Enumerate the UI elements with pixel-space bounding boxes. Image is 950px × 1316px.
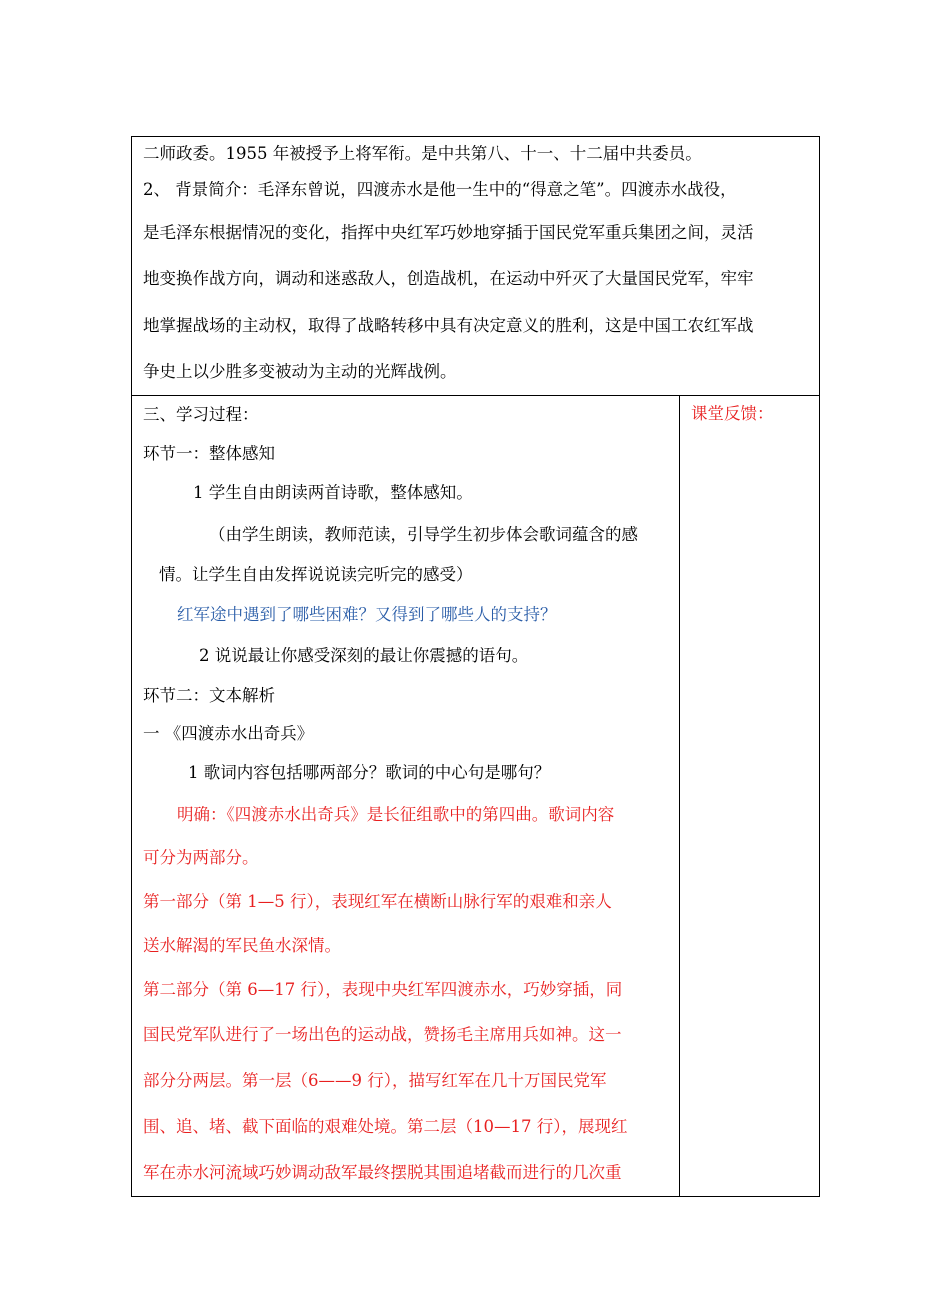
answer-line: 第二部分（第 6—17 行），表现中央红军四渡赤水，巧妙穿插，同 (143, 980, 623, 999)
answer-line: 军在赤水河流域巧妙调动敌军最终摆脱其围追堵截而进行的几次重 (143, 1163, 622, 1182)
answer-line: 明确：《四渡赤水出奇兵》是长征组歌中的第四曲。歌词内容 (177, 805, 615, 824)
answer-line: 第一部分（第 1—5 行），表现红军在横断山脉行军的艰难和亲人 (143, 892, 612, 911)
feedback-title: 课堂反馈： (691, 404, 774, 423)
section-one-title: 一 《四渡赤水出奇兵》 (143, 724, 314, 743)
answer-line: 送水解渴的军民鱼水深情。 (143, 936, 341, 955)
lesson-plan-table (131, 136, 820, 1197)
answer-line: 围、追、堵、截下面临的艰难处境。第二层（10—17 行），展现红 (143, 1117, 628, 1136)
step-two-title: 环节二：文本解析 (143, 686, 275, 705)
background-line: 争史上以少胜多变被动为主动的光辉战例。 (143, 362, 457, 381)
question-one: 1 歌词内容包括哪两部分？歌词的中心句是哪句？ (188, 763, 551, 782)
step-one-title: 环节一：整体感知 (143, 443, 275, 463)
background-intro-line: 2、 背景简介：毛泽东曾说，四渡赤水是他一生中的“得意之笔”。四渡赤水战役， (143, 180, 737, 199)
bio-line: 二师政委。1955 年被授予上将军衔。是中共第八、十一、十二届中共委员。 (143, 144, 702, 163)
background-line: 地掌握战场的主动权，取得了战略转移中具有决定意义的胜利，这是中国工农红军战 (143, 316, 754, 335)
top-row (132, 137, 820, 396)
background-line: 地变换作战方向，调动和迷惑敌人，创造战机，在运动中歼灭了大量国民党军，牢牢 (143, 269, 754, 288)
main-row (132, 396, 820, 1197)
step-one-note-continued: 情。让学生自由发挥说说读完听完的感受） (159, 565, 473, 584)
answer-line: 国民党军队进行了一场出色的运动战，赞扬毛主席用兵如神。这一 (143, 1025, 622, 1044)
answer-line: 部分分两层。第一层（6——9 行），描写红军在几十万国民党军 (143, 1071, 607, 1090)
learning-process-heading: 三、学习过程： (143, 405, 259, 424)
step-one-item-one: 1 学生自由朗读两首诗歌，整体感知。 (193, 483, 473, 502)
background-cell (132, 137, 820, 396)
answer-line: 可分为两部分。 (143, 848, 259, 867)
step-one-item-two: 2 说说最让你感受深刻的最让你震撼的语句。 (199, 646, 529, 665)
step-one-question: 红军途中遇到了哪些困难？又得到了哪些人的支持？ (177, 605, 557, 624)
learning-process-cell (132, 396, 680, 1197)
step-one-note: （由学生朗读，教师范读，引导学生初步体会歌词蕴含的感 (209, 525, 638, 544)
feedback-cell (680, 396, 820, 1197)
background-line: 是毛泽东根据情况的变化，指挥中央红军巧妙地穿插于国民党军重兵集团之间，灵活 (143, 223, 754, 242)
